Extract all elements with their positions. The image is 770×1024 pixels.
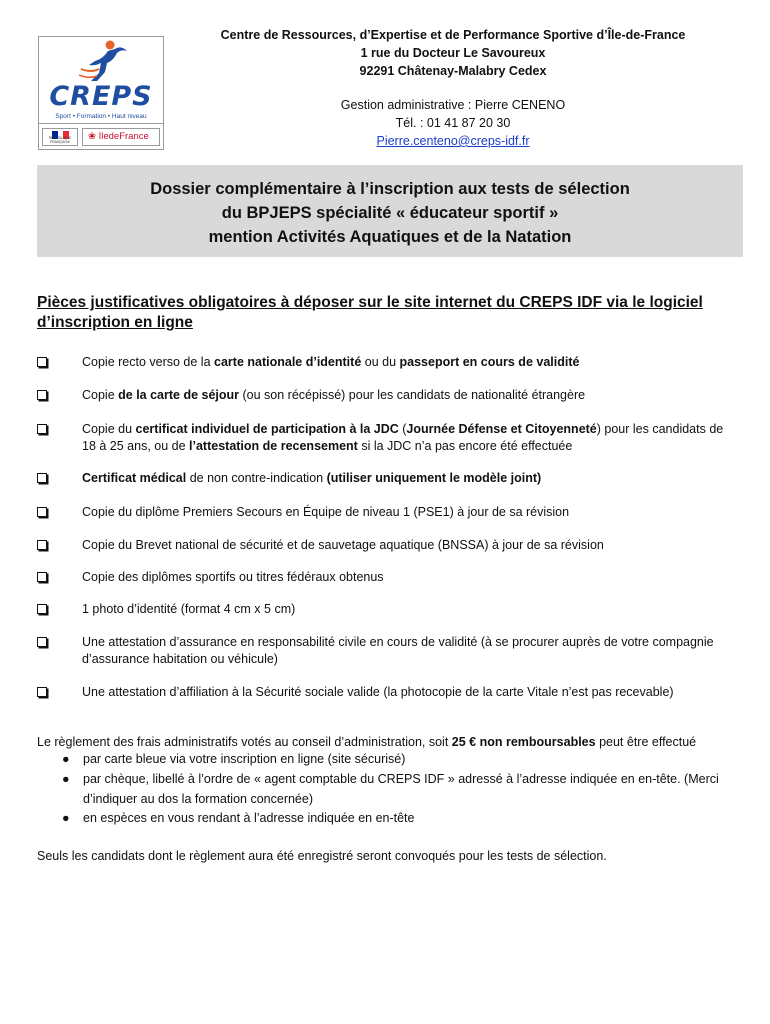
- checklist-text: Copie du Brevet national de sécurité et de sauvetage aquatique (BNSSA) à jour de sa révision: [82, 538, 604, 552]
- payment-option-cheque: par chèque, libellé à l’ordre de « agent comptable du CREPS IDF » adressé à l’adresse indiquée en en-tête. (Merci d’indiquer au dos la formation concernée): [83, 772, 719, 806]
- bullet-icon: ●: [62, 752, 70, 766]
- checkbox-icon: [37, 473, 47, 483]
- logo-wordmark: CREPS: [49, 81, 153, 112]
- title-line-2: du BPJEPS spécialité « éducateur sportif »: [221, 204, 559, 222]
- checkbox-icon: [37, 687, 47, 697]
- title-line-3: mention Activités Aquatiques et de la Natation: [208, 228, 572, 246]
- closing-note: Seuls les candidats dont le règlement aura été enregistré seront convoqués pour les tests de sélection.: [37, 849, 607, 863]
- fees-paragraph: Le règlement des frais administratifs votés au conseil d’administration, soit 25 € non remboursables peut être effectué: [37, 735, 697, 749]
- creps-logo: [38, 36, 164, 150]
- logo-divider: [39, 123, 163, 124]
- checkbox-icon: [37, 507, 47, 517]
- address-line-2: 92291 Châtenay-Malabry Cedex: [359, 64, 547, 78]
- logo-tagline: Sport • Formation • Haut niveau: [55, 113, 147, 120]
- checklist-text: 1 photo d’identité (format 4 cm x 5 cm): [82, 602, 296, 616]
- payment-option-card: par carte bleue via votre inscription en ligne (site sécurisé): [83, 752, 406, 766]
- bullet-icon: ●: [62, 772, 70, 786]
- document-title: [37, 165, 743, 257]
- address-line-1: 1 rue du Docteur Le Savoureux: [360, 46, 546, 60]
- letterhead: [168, 26, 738, 150]
- checkbox-icon: [37, 424, 47, 434]
- header-spacer: [168, 80, 738, 96]
- republique-francaise-logo: [42, 128, 78, 146]
- checkbox-icon: [37, 390, 47, 400]
- checklist-text: Une attestation d’affiliation à la Sécurité sociale valide (la photocopie de la carte Vitale n’est pas recevable): [82, 685, 674, 699]
- bullet-icon: ●: [62, 811, 70, 825]
- org-name: Centre de Ressources, d’Expertise et de Performance Sportive d’Île-de-France: [220, 28, 686, 42]
- section-heading-line-1: Pièces justificatives obligatoires à déposer sur le site internet du CREPS IDF via le logiciel: [37, 294, 703, 311]
- admin-contact: Gestion administrative : Pierre CENENO: [340, 98, 566, 112]
- checklist-text: Copie recto verso de la carte nationale d’identité ou du passeport en cours de validité: [82, 355, 580, 369]
- runner-icon: [77, 39, 129, 83]
- checkbox-icon: [37, 357, 47, 367]
- checklist-text: Copie de la carte de séjour (ou son récépissé) pour les candidats de nationalité étrangère: [82, 388, 586, 402]
- checklist-text: Copie du certificat individuel de participation à la JDC (Journée Défense et Citoyenneté) pour les candidats de 18 à 25 ans, ou de l’attestation de recensement si la JDC n’a pas encore été effectuée: [82, 422, 724, 453]
- payment-option-cash: en espèces en vous rendant à l’adresse indiquée en en-tête: [83, 811, 415, 825]
- phone-number: Tél. : 01 41 87 20 30: [395, 116, 511, 130]
- checkbox-icon: [37, 637, 47, 647]
- ile-de-france-logo: ❀ îledeFrance: [82, 128, 160, 146]
- checklist-text: Copie du diplôme Premiers Secours en Équipe de niveau 1 (PSE1) à jour de sa révision: [82, 505, 570, 519]
- checkbox-icon: [37, 604, 47, 614]
- checkbox-icon: [37, 540, 47, 550]
- email-link[interactable]: Pierre.centeno@creps-idf.fr: [376, 134, 530, 148]
- title-line-1: Dossier complémentaire à l’inscription aux tests de sélection: [150, 180, 630, 198]
- checkbox-icon: [37, 572, 47, 582]
- checklist-text: Certificat médical de non contre-indication (utiliser uniquement le modèle joint): [82, 471, 542, 485]
- rf-caption: RÉPUBLIQUE FRANÇAISE: [48, 136, 72, 144]
- checklist-text: Copie des diplômes sportifs ou titres fédéraux obtenus: [82, 570, 384, 584]
- section-heading-line-2: d’inscription en ligne: [37, 314, 193, 331]
- checklist-text: Une attestation d’assurance en responsabilité civile en cours de validité (à se procurer auprès de votre compagnie d’assurance habitation ou véhicule): [82, 635, 714, 666]
- section-heading: [37, 293, 737, 333]
